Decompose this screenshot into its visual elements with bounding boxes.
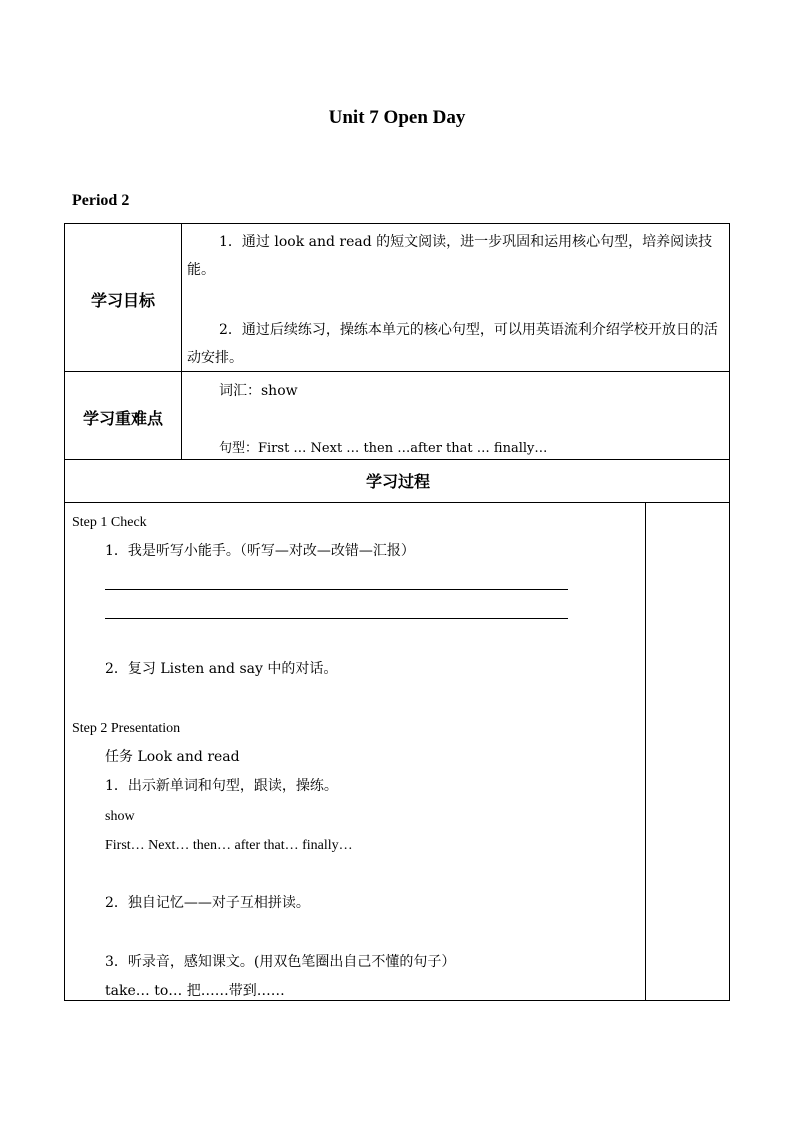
step1-title: Step 1 Check bbox=[72, 515, 147, 530]
step1-item-2: 2．复习 Listen and say 中的对话。 bbox=[105, 661, 338, 677]
dictation-line-2 bbox=[105, 618, 568, 619]
row-divider-3 bbox=[65, 502, 729, 503]
period-label: Period 2 bbox=[72, 192, 130, 209]
task-line: 任务 Look and read bbox=[105, 749, 240, 765]
pattern-line: First… Next… then… after that… finally… bbox=[105, 838, 353, 853]
notes-column-divider bbox=[645, 502, 646, 1000]
process-heading: 学习过程 bbox=[365, 472, 430, 491]
vocab-line: 词汇：show bbox=[219, 383, 298, 399]
objectives-label: 学习目标 bbox=[90, 291, 155, 310]
step2-item-2: 2．独自记忆——对子互相拼读。 bbox=[105, 895, 310, 911]
step2-item-3: 3．听录音，感知课文。(用双色笔圈出自己不懂的句子） bbox=[105, 954, 456, 970]
lesson-table bbox=[64, 223, 730, 1001]
step1-item-1: 1．我是听写小能手。（听写—对改—改错—汇报） bbox=[105, 543, 415, 559]
dictation-line-1 bbox=[105, 589, 568, 590]
objective-item-1: 1．通过 look and read 的短文阅读，进一步巩固和运用核心句型，培养阅读技能。 bbox=[187, 234, 713, 278]
label-column-divider bbox=[181, 224, 182, 459]
key-points-label: 学习重难点 bbox=[82, 409, 163, 428]
objective-item-2: 2．通过后续练习，操练本单元的核心句型，可以用英语流利介绍学校开放日的活动安排。 bbox=[187, 322, 718, 366]
phrase-line: take… to… 把……带到…… bbox=[105, 983, 285, 999]
word-show: show bbox=[105, 809, 135, 824]
sentence-pattern-line: 句型：First … Next … then …after that … finally… bbox=[219, 441, 548, 456]
page-title: Unit 7 Open Day bbox=[328, 107, 466, 128]
step2-item-1: 1．出示新单词和句型，跟读，操练。 bbox=[105, 778, 338, 794]
step2-title: Step 2 Presentation bbox=[72, 721, 181, 736]
